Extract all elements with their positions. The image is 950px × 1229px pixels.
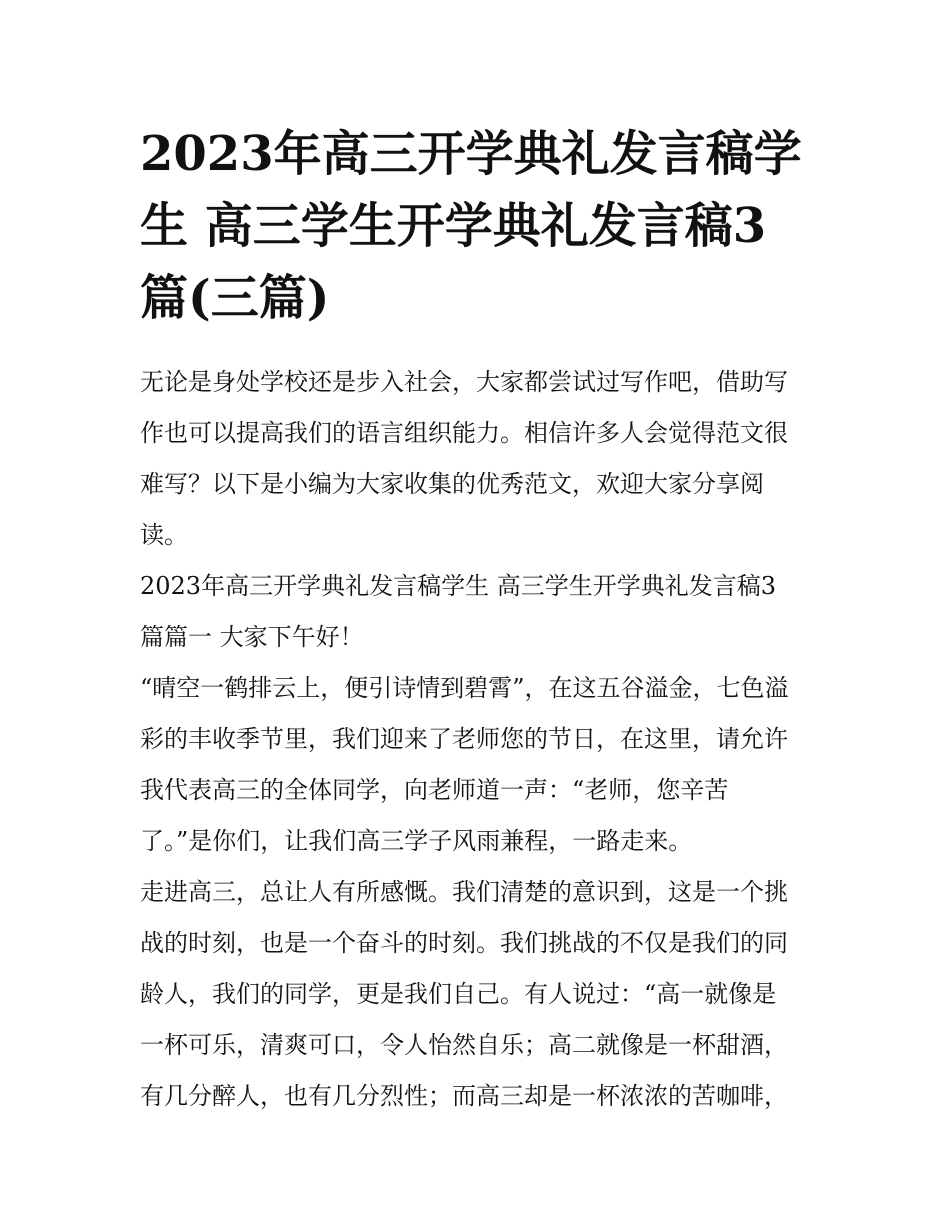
title-line: 生 高三学生开学典礼发言稿3 [140,198,767,254]
document-body [140,357,830,1122]
document-title [140,118,820,334]
text-line: 彩的丰收季节里，我们迎来了老师您的节日，在这里，请允许 [140,725,788,753]
title-line: 2023年高三开学典礼发言稿学 [140,126,802,182]
text-line: 2023年高三开学典礼发言稿学生 高三学生开学典礼发言稿3 [140,572,776,600]
text-line: 篇篇一 大家下午好！ [140,623,364,651]
text-line: 读。 [140,521,188,549]
text-line: 一杯可乐，清爽可口，令人怡然自乐；高二就像是一杯甜酒， [140,1031,788,1059]
title-line: 篇(三篇) [140,270,330,326]
intro-paragraph [140,357,830,561]
text-line: 走进高三，总让人有所感慨。我们清楚的意识到，这是一个挑 [140,878,788,906]
text-line: 战的时刻，也是一个奋斗的时刻。我们挑战的不仅是我们的同 [140,929,788,957]
speech-paragraph [140,663,830,867]
text-line: 我代表高三的全体同学，向老师道一声：“老师，您辛苦 [140,776,729,804]
text-line: 有几分醉人，也有几分烈性；而高三却是一杯浓浓的苦咖啡， [140,1082,788,1110]
text-line: 龄人，我们的同学，更是我们自己。有人说过：“高一就像是 [140,980,777,1008]
text-line: 作也可以提高我们的语言组织能力。相信许多人会觉得范文很 [140,419,788,447]
text-line: 难写？以下是小编为大家收集的优秀范文，欢迎大家分享阅 [140,470,764,498]
text-line: 无论是身处学校还是步入社会，大家都尝试过写作吧，借助写 [140,368,788,396]
text-line: 了。”是你们，让我们高三学子风雨兼程，一路走来。 [140,827,693,855]
text-line: “晴空一鹤排云上，便引诗情到碧霄”，在这五谷溢金，七色溢 [140,674,789,702]
speech-paragraph [140,867,830,1122]
heading-paragraph [140,561,830,663]
